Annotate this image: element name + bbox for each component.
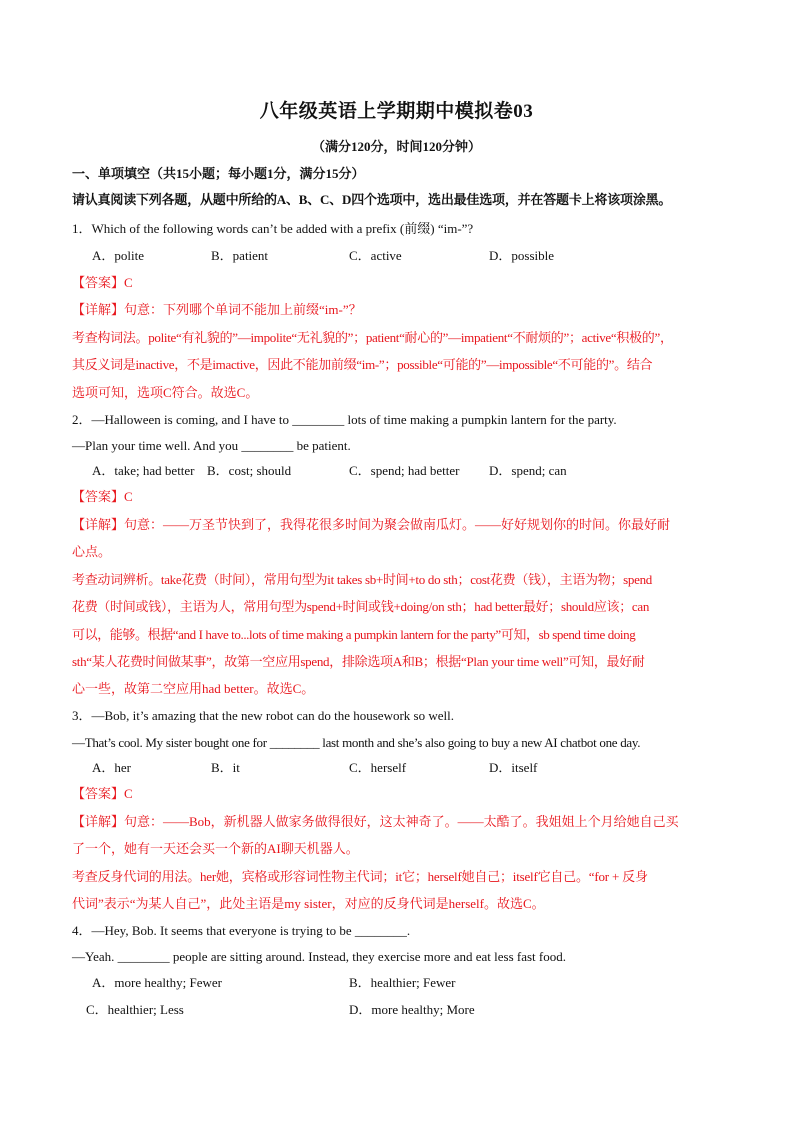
question-1-explain-line: 其反义词是inactive，不是imactive，因此不能加前缀“im-”；possible“可能的”—impossible“不可能的”。结合	[72, 357, 653, 372]
question-2-explain-line: 心一些，故第二空应用had better。故选C。	[72, 681, 315, 696]
question-1-answer: 【答案】C	[72, 275, 133, 290]
question-2-stem: 2．—Halloween is coming, and I have to ________ lots of time making a pumpkin lantern for the party.	[72, 412, 617, 427]
question-4-option-c: C．healthier; Less	[86, 1002, 184, 1017]
section-heading: 一、单项填空（共15小题；每小题1分，满分15分）	[72, 166, 365, 181]
question-3-option-d: D．itself	[489, 760, 538, 775]
question-1-option-d: D．possible	[489, 248, 555, 263]
question-2-option-c: C．spend; had better	[349, 463, 460, 478]
question-3-explain-line: 了一个，她有一天还会买一个新的AI聊天机器人。	[72, 841, 359, 856]
question-1-option-c: C．active	[349, 248, 402, 263]
question-2-explain-line: sth“某人花费时间做某事”，故第一空应用spend，排除选项A和B；根据“Plan your time well”可知，最好耐	[72, 654, 645, 669]
page-title: 八年级英语上学期期中模拟卷03	[259, 101, 534, 122]
question-1-option-a: A．polite	[92, 248, 144, 263]
question-3-explain-line: 【详解】句意：——Bob，新机器人做家务做得很好，这太神奇了。——太酷了。我姐姐上个月给她自己买	[72, 814, 679, 829]
question-3-stem: 3．—Bob, it’s amazing that the new robot can do the housework so well.	[72, 708, 454, 723]
question-4-option-a: A．more healthy; Fewer	[92, 975, 222, 990]
question-2-option-b: B．cost; should	[207, 463, 292, 478]
question-2-explain-line: 花费（时间或钱），主语为人，常用句型为spend+时间或钱+doing/on sth；had better最好；should应该；can	[72, 599, 650, 614]
question-3-option-b: B．it	[211, 760, 240, 775]
question-1-explain-line: 考查构词法。polite“有礼貌的”—impolite“无礼貌的”；patient“耐心的”—impatient“不耐烦的”；active“积极的”，	[72, 330, 673, 345]
page-subtitle: （满分120分，时间120分钟）	[311, 139, 481, 154]
question-3-answer: 【答案】C	[72, 786, 133, 801]
question-3-option-c: C．herself	[349, 760, 407, 775]
question-2-option-d: D．spend; can	[489, 463, 567, 478]
question-2-answer: 【答案】C	[72, 489, 133, 504]
question-4-stem: —Yeah. ________ people are sitting around. Instead, they exercise more and eat less fast food.	[72, 949, 566, 964]
question-2-explain-line: 心点。	[72, 544, 112, 559]
question-2-explain-line: 【详解】句意：——万圣节快到了，我得花很多时间为聚会做南瓜灯。——好好规划你的时间。你最好耐	[72, 517, 671, 532]
question-4-option-b: B．healthier; Fewer	[349, 975, 456, 990]
question-2-explain-line: 可以，能够。根据“and I have to...lots of time making a pumpkin lantern for the party”可知，sb spend time doing	[72, 627, 636, 642]
question-4-stem: 4．—Hey, Bob. It seems that everyone is trying to be ________.	[72, 923, 411, 938]
question-2-explain-line: 考查动词辨析。take花费（时间），常用句型为it takes sb+时间+to do sth；cost花费（钱），主语为物；spend	[72, 572, 652, 587]
question-1-explain-line: 【详解】句意：下列哪个单词不能加上前缀“im-”？	[72, 302, 362, 317]
question-2-stem: —Plan your time well. And you ________ be patient.	[72, 438, 351, 453]
question-3-explain-line: 考查反身代词的用法。her她，宾格或形容词性物主代词；it它；herself她自己；itself它自己。“for + 反身	[72, 869, 648, 884]
section-instruction: 请认真阅读下列各题，从题中所给的A、B、C、D四个选项中，选出最佳选项，并在答题卡上将该项涂黑。	[72, 192, 672, 207]
question-3-stem: —That’s cool. My sister bought one for ________ last month and she’s also going to buy a new AI chatbot one day.	[72, 735, 641, 750]
question-1-explain-line: 选项可知，选项C符合。故选C。	[72, 385, 259, 400]
question-2-option-a: A．take; had better	[92, 463, 195, 478]
question-1-option-b: B．patient	[211, 248, 269, 263]
question-4-option-d: D．more healthy; More	[349, 1002, 475, 1017]
question-3-option-a: A．her	[92, 760, 131, 775]
question-1-stem: 1．Which of the following words can’t be added with a prefix (前缀) “im-”?	[72, 221, 474, 236]
question-3-explain-line: 代词”表示“为某人自己”，此处主语是my sister，对应的反身代词是herself。故选C。	[72, 896, 545, 911]
